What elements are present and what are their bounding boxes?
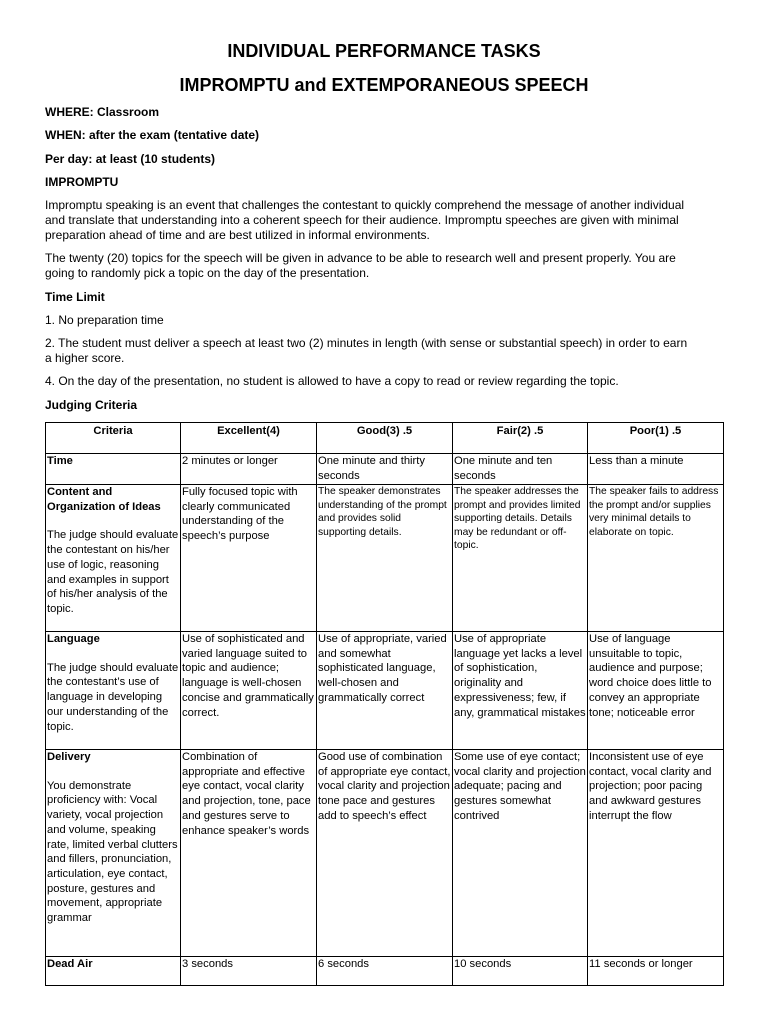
paragraph-line: The twenty (20) topics for the speech will be given in advance to be able to research well and present properly. You are — [45, 251, 676, 265]
header-fair: Fair(2) .5 — [453, 423, 588, 454]
fair-cell: The speaker addresses the prompt and provides limited supporting details. Details may be redundant or off-topic. — [453, 485, 588, 632]
criteria-name: Content and Organization of Ideas — [47, 486, 161, 513]
paragraph-line: going to randomly pick a topic on the day of the presentation. — [45, 266, 370, 280]
paragraph-line: and translate that understanding into a coherent speech for their audience. Impromptu speeches are given with minimal — [45, 213, 679, 227]
time-limit-heading: Time Limit — [45, 290, 105, 304]
rule-item: a higher score. — [45, 351, 125, 365]
poor-cell: The speaker fails to address the prompt and/or supplies very minimal details to elaborate on topic. — [588, 485, 724, 632]
rule-item: 2. The student must deliver a speech at least two (2) minutes in length (with sense or substantial speech) in order to earn — [45, 336, 688, 350]
document-subtitle: IMPROMPTU and EXTEMPORANEOUS SPEECH — [179, 75, 589, 95]
fair-cell: Some use of eye contact; vocal clarity and projection adequate; pacing and gestures somewhat contrived — [453, 750, 588, 957]
criteria-name: Language — [47, 633, 100, 645]
rule-item: 1. No preparation time — [45, 313, 164, 327]
poor-cell: Less than a minute — [588, 454, 724, 485]
header-good: Good(3) .5 — [317, 423, 453, 454]
fair-cell: 10 seconds — [453, 957, 588, 986]
criteria-cell — [46, 957, 181, 986]
fair-cell: One minute and ten seconds — [453, 454, 588, 485]
excellent-cell: Combination of appropriate and effective eye contact, vocal clarity and projection, tone, pace and gestures serve to enhance speaker’s words — [181, 750, 317, 957]
per-day-line: Per day: at least (10 students) — [45, 152, 216, 166]
criteria-name: Dead Air — [47, 958, 93, 970]
header-excellent: Excellent(4) — [181, 423, 317, 454]
criteria-description: You demonstrate proficiency with: Vocal variety, vocal projection and volume, speaking rate, limited verbal clutters and fillers, pronunciation, articulation, eye contact, posture, gestures and movement, appropriate grammar — [47, 779, 178, 925]
when-line: WHEN: after the exam (tentative date) — [45, 128, 260, 142]
where-line: WHERE: Classroom — [45, 105, 160, 119]
criteria-cell — [46, 454, 181, 485]
criteria-name: Delivery — [47, 751, 91, 763]
rule-item: 4. On the day of the presentation, no student is allowed to have a copy to read or review regarding the topic. — [45, 374, 619, 388]
excellent-cell: Fully focused topic with clearly communicated understanding of the speech’s purpose — [181, 485, 317, 632]
judging-heading: Judging Criteria — [45, 398, 138, 412]
fair-cell: Use of appropriate language yet lacks a level of sophistication, originality and expressiveness; few, if any, grammatical mistakes — [453, 632, 588, 750]
good-cell: The speaker demonstrates understanding of the prompt and provides solid supporting details. — [317, 485, 453, 632]
criteria-name: Time — [47, 455, 73, 467]
header-criteria: Criteria — [46, 423, 181, 454]
poor-cell: 11 seconds or longer — [588, 957, 724, 986]
paragraph-line: Impromptu speaking is an event that challenges the contestant to quickly comprehend the message of another individual — [45, 198, 685, 212]
good-cell: One minute and thirty seconds — [317, 454, 453, 485]
good-cell: Use of appropriate, varied and somewhat sophisticated language, well-chosen and grammatically correct — [317, 632, 453, 750]
table-header-row — [46, 423, 724, 454]
good-cell: Good use of combination of appropriate eye contact, vocal clarity and projection tone pace and gestures add to speech’s effect — [317, 750, 453, 957]
criteria-cell — [46, 750, 181, 957]
poor-cell: Use of language unsuitable to topic, audience and purpose; word choice does little to convey an appropriate tone; noticeable error — [588, 632, 724, 750]
paragraph-line: preparation ahead of time and are best utilized in informal environments. — [45, 228, 430, 242]
table-row — [46, 750, 724, 957]
criteria-cell — [46, 632, 181, 750]
table-row — [46, 957, 724, 986]
section-heading: IMPROMPTU — [45, 175, 119, 189]
table-row — [46, 632, 724, 750]
header-poor: Poor(1) .5 — [588, 423, 724, 454]
excellent-cell: Use of sophisticated and varied language suited to topic and audience; language is well-chosen concise and grammatically correct. — [181, 632, 317, 750]
poor-cell: Inconsistent use of eye contact, vocal clarity and projection; poor pacing and awkward gestures interrupt the flow — [588, 750, 724, 957]
document-title: INDIVIDUAL PERFORMANCE TASKS — [227, 41, 541, 61]
good-cell: 6 seconds — [317, 957, 453, 986]
criteria-description: The judge should evaluate the contestant’s use of language in developing our understanding of the topic. — [47, 661, 179, 733]
rubric-table — [45, 422, 724, 986]
excellent-cell: 2 minutes or longer — [181, 454, 317, 485]
table-row — [46, 454, 724, 485]
excellent-cell: 3 seconds — [181, 957, 317, 986]
criteria-cell — [46, 485, 181, 632]
table-row — [46, 485, 724, 632]
criteria-description: The judge should evaluate the contestant on his/her use of logic, reasoning and examples in support of his/her analysis of the topic. — [47, 529, 179, 615]
